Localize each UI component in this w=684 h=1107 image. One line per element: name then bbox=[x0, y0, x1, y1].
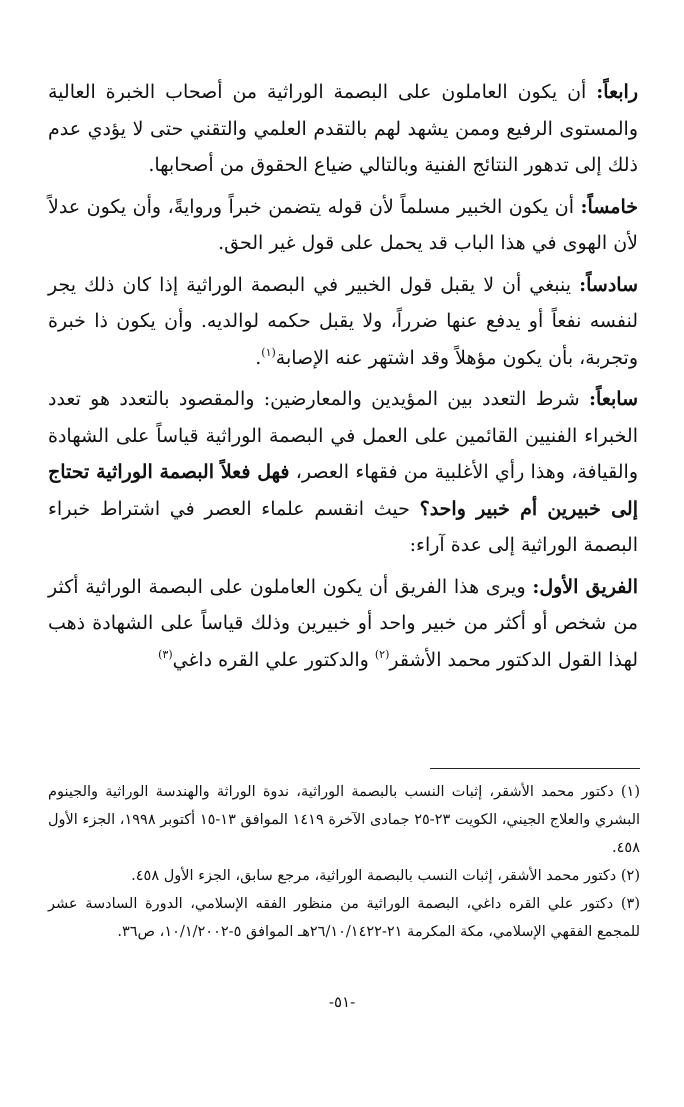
paragraph-body: ويرى هذا الفريق أن يكون العاملون على البصمة الوراثية أكثر من شخص أو أكثر من خبير واحد أو خبيرين وذلك قياساً على الشهادة ذهب لهذا القول الدكتور محمد الأشقر bbox=[48, 575, 638, 671]
paragraph-tail: . bbox=[255, 346, 262, 369]
footnote-3: (٣) دكتور علي القره داغي، البصمة الوراثية من منظور الفقه الإسلامي، الدورة السادسة عشر للمجمع الفقهي الإسلامي، مكة المكرمة ٢١-٢٦/١٠/١٤٢٢هـ الموافق ٥-١٠/١/٢٠٠٢، ص٣٦. bbox=[48, 896, 640, 940]
main-text bbox=[48, 74, 638, 683]
footnote-1: (١) دكتور محمد الأشقر، إثبات النسب بالبصمة الوراثية، ندوة الوراثة والهندسة الوراثية والجينوم البشري والعلاج الجيني، الكويت ٢٣-٢٥ جمادى الآخرة ١٤١٩ الموافق ١٣-١٥ أكتوبر ١٩٩٨، الجزء الأول ٤٥٨. bbox=[48, 784, 641, 856]
paragraph-sixth bbox=[48, 267, 638, 377]
paragraph-fifth bbox=[48, 189, 638, 262]
footnotes bbox=[48, 778, 640, 946]
footnote-ref-1[interactable]: (١) bbox=[261, 345, 276, 359]
paragraph-lead: سابعاً: bbox=[589, 388, 638, 410]
page-number: -٥١- bbox=[328, 993, 356, 1011]
footnote-ref-3[interactable]: (٣) bbox=[158, 647, 173, 661]
paragraph-first-group bbox=[48, 569, 638, 679]
paragraph-lead: سادساً: bbox=[579, 273, 638, 296]
paragraph-body: أن يكون العاملون على البصمة الوراثية من أصحاب الخبرة العالية والمستوى الرفيع وممن يشهد لهم بالتقدم العلمي والتقني حتى لا يؤدي عدم ذلك إلى تدهور النتائج الفنية وبالتالي ضياع الحقوق من أصحابها. bbox=[48, 81, 638, 176]
paragraph-fourth bbox=[48, 74, 638, 184]
paragraph-question: فهل فعلاً البصمة الوراثية تحتاج إلى خبيرين أم خبير واحد؟ bbox=[48, 461, 638, 520]
paragraph-body: أن يكون الخبير مسلماً لأن قوله يتضمن خبراً وروايةً، وأن يكون عدلاً لأن الهوى في هذا الباب قد يحمل على قول غير الحق. bbox=[48, 195, 638, 254]
paragraph-lead: الفريق الأول: bbox=[532, 575, 638, 598]
footnote-separator bbox=[430, 768, 640, 769]
paragraph-seventh bbox=[48, 381, 638, 564]
paragraph-lead: رابعاً: bbox=[596, 81, 638, 103]
paragraph-lead: خامساً: bbox=[580, 195, 638, 218]
paragraph-body: شرط التعدد بين المؤيدين والمعارضين: والمقصود بالتعدد هو تعدد الخبراء الفنيين القائمين على العمل في البصمة الوراثية قياساً على الشهادة والقيافة، وهذا رأي الأغلبية من فقهاء العصر، bbox=[48, 388, 639, 483]
paragraph-body-continued: حيث انقسم علماء العصر في اشتراط خبراء البصمة الوراثية إلى عدة آراء: bbox=[48, 497, 638, 556]
footnote-ref-2[interactable]: (٢) bbox=[374, 647, 390, 661]
footnote-2: (٢) دكتور محمد الأشقر، إثبات النسب بالبصمة الوراثية، مرجع سابق، الجزء الأول ٤٥٨. bbox=[131, 868, 640, 884]
paragraph-body-continued: والدكتور علي القره داغي bbox=[172, 648, 375, 671]
paragraph-body: ينبغي أن لا يقبل قول الخبير في البصمة الوراثية إذا كان ذلك يجر لنفسه نفعاً أو يدفع عنها ضرراً، ولا يقبل حكمه لوالديه. وأن يكون ذا خبرة وتجربة، بأن يكون مؤهلاً وقد اشتهر عنه الإصابة bbox=[48, 273, 638, 369]
